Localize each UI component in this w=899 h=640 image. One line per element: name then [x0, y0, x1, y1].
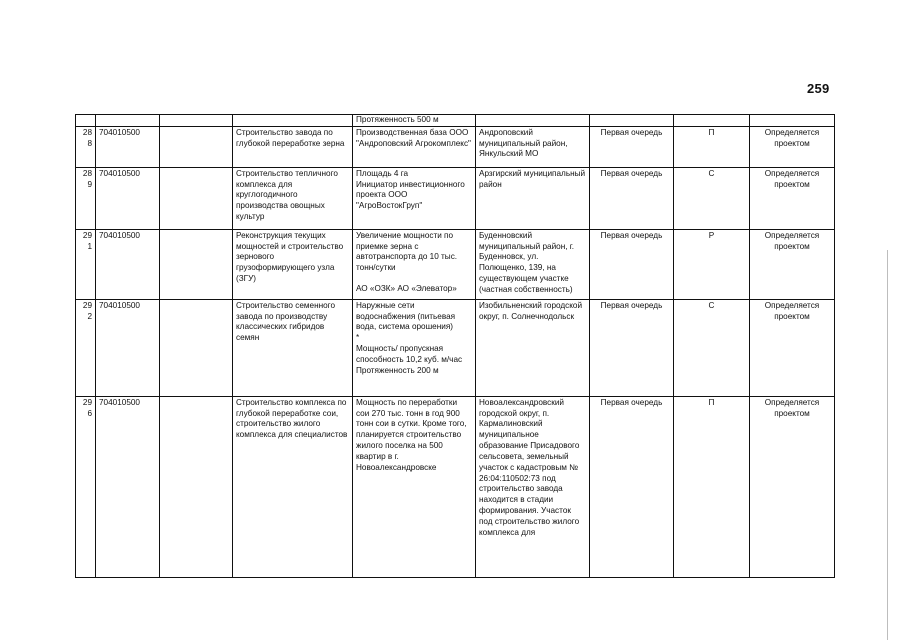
row-queue: Первая очередь	[590, 126, 674, 167]
row-name: Строительство комплекса по глубокой переработке сои, строительство жилого комплекса для специалистов	[233, 396, 353, 577]
page-number: 259	[807, 81, 830, 96]
row-code: 704010500	[96, 126, 160, 167]
description-line: Наружные сети водоснабжения (питьевая вода, система орошения)	[356, 300, 456, 332]
description-line: Инициатор инвестиционного проекта ООО "АгроВостокГруп"	[356, 179, 465, 211]
row-type: П	[674, 126, 750, 167]
row-name: Реконструкция текущих мощностей и строительство зернового грузоформирующего узла (ЗГУ)	[233, 229, 353, 299]
projects-table	[75, 114, 835, 578]
row-type: С	[674, 167, 750, 229]
continuation-text: Протяженность 500 м	[353, 115, 476, 127]
description-line: Мощность/ пропускная способность 10,2 куб. м/час	[356, 344, 463, 364]
row-cost: Определяется проектом	[750, 299, 835, 396]
table-row	[76, 167, 835, 229]
row-empty	[160, 396, 233, 577]
description-line: АО «ОЗК» АО «Элеватор»	[356, 284, 457, 294]
row-empty	[160, 126, 233, 167]
scan-edge-line	[887, 250, 888, 640]
row-queue: Первая очередь	[590, 229, 674, 299]
table-row	[76, 396, 835, 577]
row-name: Строительство семенного завода по производству классических гибридов семян	[233, 299, 353, 396]
row-type: П	[674, 396, 750, 577]
row-number: 288	[76, 126, 96, 167]
row-description	[353, 126, 476, 167]
row-name: Строительство тепличного комплекса для круглогодичного производства овощных культур	[233, 167, 353, 229]
description-line: Протяженность 200 м	[356, 365, 439, 375]
continuation-row	[76, 115, 835, 127]
row-code: 704010500	[96, 396, 160, 577]
table-row	[76, 229, 835, 299]
row-location: Изобильненский городской округ, п. Солнечнодольск	[476, 299, 590, 396]
row-queue: Первая очередь	[590, 299, 674, 396]
row-cost: Определяется проектом	[750, 167, 835, 229]
row-queue: Первая очередь	[590, 167, 674, 229]
row-number: 289	[76, 167, 96, 229]
row-description	[353, 396, 476, 577]
row-type: Р	[674, 229, 750, 299]
row-code: 704010500	[96, 299, 160, 396]
description-line: Мощность по переработки сои 270 тыс. тонн в год 900 тонн сои в сутки. Кроме того, планируется строительство жилого поселка на 500 квартир в г. Новоалександровске	[356, 397, 467, 472]
row-location: Андроповский муниципальный район, Янкульский МО	[476, 126, 590, 167]
row-cost: Определяется проектом	[750, 229, 835, 299]
row-queue: Первая очередь	[590, 396, 674, 577]
row-number: 296	[76, 396, 96, 577]
row-empty	[160, 167, 233, 229]
row-empty	[160, 229, 233, 299]
description-line: Увеличение мощности по приемке зерна с автотранспорта до 10 тыс. тонн/сутки	[356, 230, 458, 273]
description-line: *	[356, 333, 360, 343]
table-row	[76, 299, 835, 396]
description-line: Площадь 4 га	[356, 168, 409, 178]
row-code: 704010500	[96, 167, 160, 229]
row-location: Буденновский муниципальный район, г. Буденновск, ул. Полющенко, 139, на существующем участке (частная собственность)	[476, 229, 590, 299]
row-name: Строительство завода по глубокой переработке зерна	[233, 126, 353, 167]
row-number: 291	[76, 229, 96, 299]
description-line: Производственная база ООО "Андроповский Агрокомплекс"	[356, 127, 471, 148]
row-cost: Определяется проектом	[750, 396, 835, 577]
row-empty	[160, 299, 233, 396]
row-location: Новоалександровский городской округ, п. Кармалиновский муниципальное образование Присадового сельсовета, земельный участок с кадастровым № 26:04:110502:73 под строительство завода находится в стадии формирования. Участок под строительство жилого комплекса для	[476, 396, 590, 577]
row-description	[353, 167, 476, 229]
row-location: Арзгирский муниципальный район	[476, 167, 590, 229]
row-description	[353, 229, 476, 299]
row-code: 704010500	[96, 229, 160, 299]
description-line	[356, 274, 472, 284]
row-number: 292	[76, 299, 96, 396]
row-cost: Определяется проектом	[750, 126, 835, 167]
row-type: С	[674, 299, 750, 396]
row-description	[353, 299, 476, 396]
table-row	[76, 126, 835, 167]
